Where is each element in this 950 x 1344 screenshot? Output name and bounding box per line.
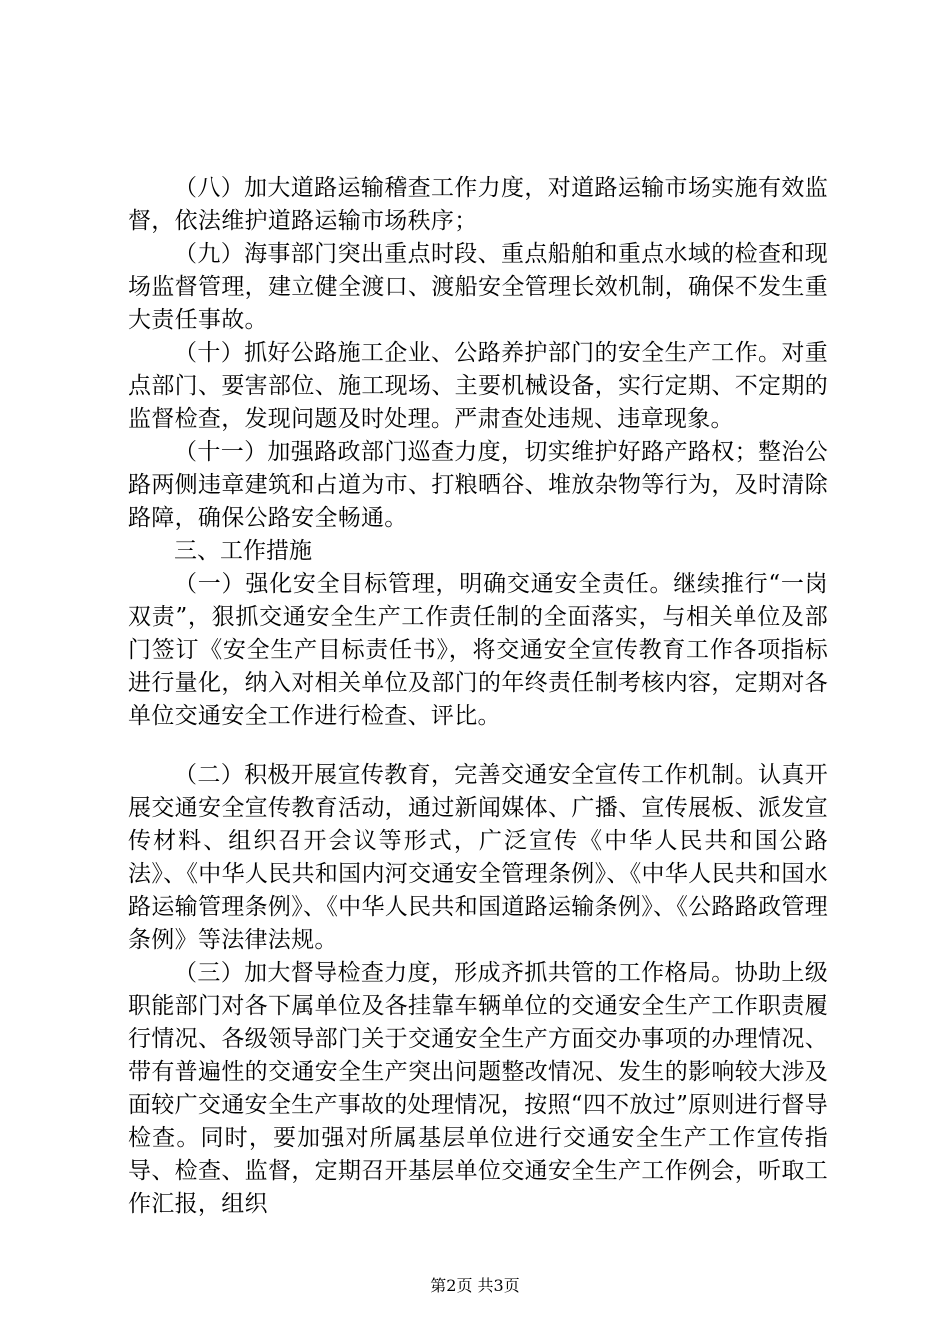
page-footer: 第2页 共3页: [430, 1276, 520, 1295]
document-body: [128, 172, 828, 1221]
measure-paragraph-3: （三）加大督导检查力度，形成齐抓共管的工作格局。协助上级职能部门对各下属单位及各挂靠车辆单位的交通安全生产工作职责履行情况、各级领导部门关于交通安全生产方面交办事项的办理情况、带有普遍性的交通安全生产突出问题整改情况、发生的影响较大涉及面较广交通安全生产事故的处理情况，按照“四不放过”原则进行督导检查。同时，要加强对所属基层单位进行交通安全生产工作宣传指导、检查、监督，定期召开基层单位交通安全生产工作例会，听取工作汇报，组织: [128, 960, 828, 1217]
paragraph-item-10: （十）抓好公路施工企业、公路养护部门的安全生产工作。对重点部门、要害部位、施工现场、主要机械设备，实行定期、不定期的监督检查，发现问题及时处理。严肃查处违规、违章现象。: [128, 340, 828, 432]
paragraph-item-8: （八）加大道路运输稽查工作力度，对道路运输市场实施有效监督，依法维护道路运输市场秩序；: [128, 175, 828, 234]
section-heading: 三、工作措施: [174, 538, 312, 564]
paragraph-gap: [128, 733, 828, 759]
paragraph-item-9: （九）海事部门突出重点时段、重点船舶和重点水域的检查和现场监督管理，建立健全渡口、渡船安全管理长效机制，确保不发生重大责任事故。: [128, 241, 828, 333]
paragraph-item-11: （十一）加强路政部门巡查力度，切实维护好路产路权；整治公路两侧违章建筑和占道为市、打粮晒谷、堆放杂物等行为，及时清除路障，确保公路安全畅通。: [128, 439, 828, 531]
measure-paragraph-1: （一）强化安全目标管理，明确交通安全责任。继续推行“一岗双责”，狠抓交通安全生产工作责任制的全面落实，与相关单位及部门签订《安全生产目标责任书》，将交通安全宣传教育工作各项指标进行量化，纳入对相关单位及部门的年终责任制考核内容，定期对各单位交通安全工作进行检查、评比。: [128, 571, 828, 729]
measure-paragraph-2: （二）积极开展宣传教育，完善交通安全宣传工作机制。认真开展交通安全宣传教育活动，通过新闻媒体、广播、宣传展板、派发宣传材料、组织召开会议等形式，广泛宣传《中华人民共和国公路法》、《中华人民共和国内河交通安全管理条例》、《中华人民共和国水路运输管理条例》、《中华人民共和国道路运输条例》、《公路路政管理条例》等法律法规。: [128, 762, 828, 953]
